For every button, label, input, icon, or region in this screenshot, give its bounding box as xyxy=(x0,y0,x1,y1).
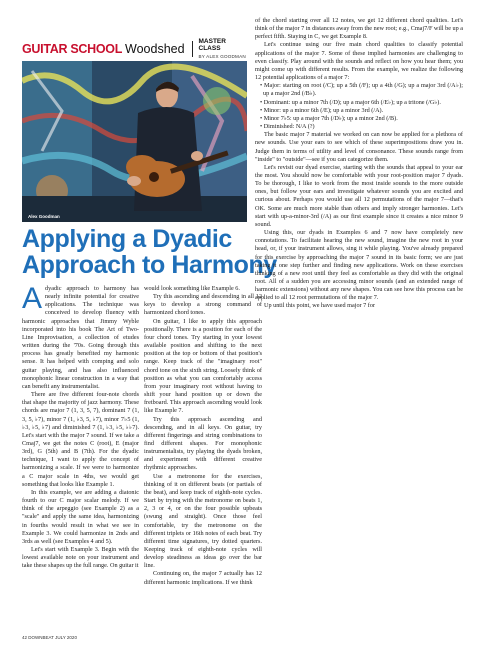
paragraph: Use a metronome for the exercises, thinking of it on different beats (or partials of the beat), and keep track of eighth-note cycles. Start by trying with the metronome on beats 1, 2, 3 or 4, or on the four possible upbeats (swung and straight). Once those feel comfortable, try the metronome on the different triplets or 16th notes of each beat. Try different time signatures, try dotted quarters. Keeping track of eighth-note cycles will develop steadiness as ideas go over the bar line. xyxy=(144,472,262,570)
article-headline xyxy=(22,225,277,279)
paragraph: Using this, our dyads in Examples 6 and 7 now have completely new connotations. To facilitate hearing the new sound, imagine the new root in your head, or, if your instrument allows, sing it while playing. You've already prepared for this exercise by approaching the major 7 sound in its basic form; we are just taking it one step further and finding new applications. Work on these exercises thinking of a new root until they feel as comfortable as they did with the original root. All of a sudden you are accessing minor sounds (and an extended range of harmonic extensions) without any new shapes. You can see how this process can be applied to all 12 root permutations of the major 7. xyxy=(255,229,463,302)
paragraph: On guitar, I like to apply this approach positionally. There is a position for each of the four chord tones. Try starting in your lowest available position and shifting to the next position at the top or bottom of that position's range. Keep track of the "imaginary root" chord tone on the sixth string. Loosely think of position as what you can comfortably access from your imaginary root without having to shift your hand position up or down the fretboard. This approach ascending would look like Example 7. xyxy=(144,317,262,415)
kicker: MASTER CLASS xyxy=(198,37,226,53)
list-item: • Major: starting on root (/C); up a 5th (/F); up a 4th (/G); up a major 3rd (/A♭); up a major 2nd (/B♭). xyxy=(255,82,463,98)
header-divider xyxy=(192,41,193,57)
list-item: • Diminished: N/A (?) xyxy=(255,123,463,131)
paragraph: Let's start with Example 3. Begin with the lowest available note on your instrument and take these shapes up the full range. On guitar it xyxy=(22,546,139,570)
paragraph-text: dyadic approach to harmony has nearly infinite potential for creative applications. The technique was conceived to develop fluency with harmonic approaches that Jimmy Wyble incorporated into his book The Art of Two-Line Improvisation, a collection of etudes written during the '70s. Going through this process has greatly benefited my harmonic sense. It has helped with comping and solo guitar playing, and has also influenced monophonic linear construction in a way that can benefit any instrumentalist. xyxy=(22,285,139,390)
paragraph: Try this approach ascending and descending, and in all keys. On guitar, try different fingerings and string combinations to find different shapes. For monophonic instrumentalists, try playing the dyads broken, and experiment with different creative rhythmic approaches. xyxy=(144,415,262,472)
list-item: • Minor 7♭5: up a major 7th (/D♭); up a minor 2nd (/B). xyxy=(255,115,463,123)
drop-cap: A xyxy=(22,285,43,315)
master-class-block xyxy=(199,38,247,61)
headline-line-2: Approach to Harmony xyxy=(22,251,277,279)
page-footer: 42 DOWNBEAT JULY 2020 xyxy=(22,635,77,640)
section-name: GUITAR SCHOOL xyxy=(22,42,123,56)
section-header xyxy=(22,37,247,59)
text-column-2 xyxy=(144,285,262,626)
article-photo xyxy=(22,61,247,222)
list-item: • Minor: up a minor 6th (/E); up a minor 3rd (/A). xyxy=(255,107,463,115)
paragraph: would look something like Example 6. xyxy=(144,285,240,292)
paragraph: In this example, we are adding a diatonic fourth to our C major scalar melody. If we think of the arpeggio (see Example 2) as a "scale" and apply the same idea, harmonizing in fourths would result in what we see in Example 3. We could harmonize in 2nds and 3rds as well (see Examples 4 and 5). xyxy=(22,488,139,545)
paragraph: Up until this point, we have used major 7 for xyxy=(264,302,376,310)
byline: BY ALEX GOODMAN xyxy=(198,53,246,59)
paragraph xyxy=(22,285,139,391)
list-item: • Dominant: up a minor 7th (/D); up a major 6th (/E♭); up a tritone (/G♭). xyxy=(255,99,463,107)
paragraph: Try this ascending and descending in all 12 keys to develop a strong command of harmonized chord tones. xyxy=(144,293,262,317)
paragraph: There are five different four-note chords that shape the majority of jazz harmony. These chords are major 7 (1, 3, 5, 7), dominant 7 (1, 3, 5, ♭7), minor 7 (1, ♭3, 5, ♭7), minor 7♭5 (1, ♭3, ♭5, ♭7) and diminished 7 (1, ♭3, ♭5, ♭♭7). Let's start with the major 7 sound. If we take a Cmaj7, we get the notes C (root), E (major 3rd), G (5th) and B (7th). For the dyadic technique, I want to apply the concept of harmonizing a scale. If we were to harmonize a C major scale in 4ths, we would get something that looks like Example 1. xyxy=(22,391,139,488)
paragraph: Let's revisit our dyad exercise, starting with the sounds that appeal to your ear the most. You should now be comfortable with your root-position major 7 dyads. To be thorough, I like to work from the most inside sounds to the more outside ones, but follow your ears and investigate whatever sounds you are excited and curious about. Perhaps you would use all 12 permutations of the major 7—that's OK. Some are much more stable than others and imply stronger harmonies. Let's start with up-a-minor-3rd (/A) as our first example since it creates a nice minor 9 sound. xyxy=(255,163,463,228)
paragraph: The basic major 7 material we worked on can now be applied for a plethora of new sounds. Use your ears to see which of these superimpositions draw you in. Judge them in terms of utility and level of consonance. These sounds range from "inside" to "outside"—see if you can categorize them. xyxy=(255,131,463,163)
paragraph: Let's continue using our five main chord qualities to classify potential applications of the major 7. Some of these implied harmonies are challenging to even classify. Play around with the sounds and reflect on how you hear them; you might come up with different results. From the example, we realize the following 12 potential applications of a major 7: xyxy=(255,41,463,82)
section-title: Woodshed xyxy=(125,42,185,56)
paragraph: Continuing on, the major 7 actually has 12 different harmonic implications. If we think xyxy=(144,570,262,586)
paragraph: of the chord starting over all 12 notes, we get 12 different chord qualities. Let's think of the major 7 in distances away from the new root; e.g., Cmaj7/F will be up a perfect fifth. Staying in C, we get Example 8. xyxy=(255,17,463,41)
text-column-3 xyxy=(255,17,463,627)
headline-line-1: Applying a Dyadic xyxy=(22,225,232,253)
text-column-1 xyxy=(22,285,139,626)
photo-credit: Alex Goodman xyxy=(28,214,60,219)
photo-illustration xyxy=(22,61,247,222)
